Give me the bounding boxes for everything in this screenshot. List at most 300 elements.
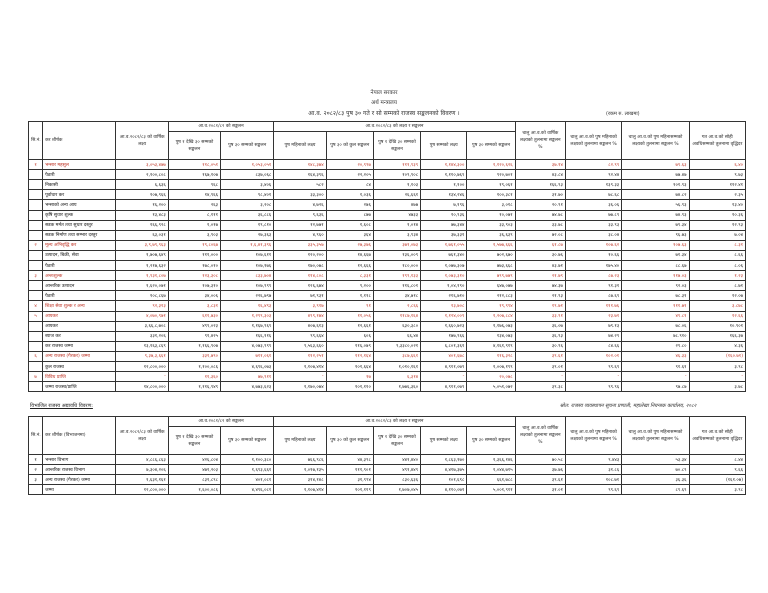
row-value: १,१२४,००९	[421, 311, 467, 321]
row-value: ४,८८६,८६३	[116, 455, 168, 465]
row-value: ९१.६१	[622, 361, 689, 371]
row-sn	[29, 230, 43, 240]
col-pct-month: चालु आ.व.को पुष महिनाको लक्ष्यको तुलनामा सङ्कलन %	[565, 122, 621, 160]
row-value: १०७,१७६	[221, 261, 274, 271]
row-value: १,६२०,०७१	[116, 281, 168, 291]
row-value: १०१,११०	[326, 382, 373, 392]
row-value: १६,४९३	[221, 301, 274, 311]
row-sn: १	[29, 455, 43, 465]
row-value: ३६.३६	[622, 475, 689, 485]
table-row	[29, 311, 746, 321]
row-value: १,७७६,३६०	[373, 382, 420, 392]
row-value: १२.६६	[689, 311, 745, 321]
row-value: ४३.७१	[515, 261, 565, 271]
col-annual-target: आ.व.२०८२/८३ को वार्षिक लक्ष्य	[116, 417, 168, 455]
row-sn: ४	[29, 301, 43, 311]
row-value: ११८७,१६४	[373, 311, 420, 321]
row-value: १,०४४,७१५	[467, 465, 515, 475]
row-sn	[29, 190, 43, 200]
row-value: १९,०६१	[467, 180, 515, 190]
col-group-cur: आ.व.२०८२/८३ को लक्ष्य र सङ्कलन	[274, 122, 515, 132]
row-title: पैठारी	[43, 170, 116, 180]
table-row	[29, 475, 746, 485]
row-value: २,१००,८०८	[116, 170, 168, 180]
row-value: १६६,११६	[221, 331, 274, 341]
row-value: ७९९,७७९	[467, 271, 515, 281]
table-row	[29, 301, 746, 311]
row-title: निकासी	[43, 180, 116, 190]
col-prev-upto: पुष ३० सम्मको सङ्कलन	[221, 427, 274, 455]
row-value: ४९.८१	[622, 311, 689, 321]
col-title: कर शीर्षक (विभाजनमा)	[43, 417, 116, 455]
row-title: उत्पादन, बिक्री, सेवा	[43, 250, 116, 260]
table-row	[29, 200, 746, 210]
revenue-table	[28, 121, 746, 392]
row-value: १६४,३९६	[274, 170, 326, 180]
row-value: १,६००,०८६	[168, 485, 220, 495]
row-sn: ३	[29, 475, 43, 485]
row-value: ३६.९३	[515, 331, 565, 341]
col-prev-upto: पुष ३० सम्मको सङ्कलन	[221, 132, 274, 160]
row-value: २१६,७१०	[421, 291, 467, 301]
row-value: १,१२०,६२६	[467, 160, 515, 170]
row-value: १,१००,३८०	[221, 455, 274, 465]
row-value: ९९.९६	[565, 382, 621, 392]
row-value: १३,७०८	[421, 301, 467, 311]
row-value: ७४.८२	[622, 190, 689, 200]
row-value: ८३३,७०४	[221, 271, 274, 281]
row-value: ७.०४	[689, 230, 745, 240]
col-group-prev: आ.व.२०८१/८२ को सङ्कलन	[168, 122, 274, 132]
row-value: ३८७,६६१	[373, 351, 420, 361]
row-value: ११२,१६४	[326, 351, 373, 361]
row-value: -	[515, 372, 565, 382]
row-title: आयकर	[43, 311, 116, 321]
col-annual-target: आ.व.२०८२/८३ को वार्षिक लक्ष्य	[116, 122, 168, 160]
row-value: १,१०३	[373, 180, 420, 190]
row-value: ३३,३००	[274, 190, 326, 200]
row-sn	[29, 361, 43, 371]
row-value: ४,०७०,९७१	[116, 311, 168, 321]
row-value: ३१,९९४	[326, 475, 373, 485]
row-value: ७४.९३	[622, 210, 689, 220]
table-row	[29, 465, 746, 475]
row-value: १०.३६	[689, 210, 745, 220]
row-value: ३.८७८	[689, 301, 745, 311]
row-value: ४९९,०२३	[168, 321, 220, 331]
col-cur-day: पुष ३० को कुल सङ्कलन	[326, 427, 373, 455]
row-value: १०७,३१०	[168, 281, 220, 291]
row-value: १,७०७,६४९	[116, 250, 168, 260]
table-row	[29, 271, 746, 281]
table-row	[29, 331, 746, 341]
row-value: ७,३०४,२०६	[116, 465, 168, 475]
row-value: -	[274, 372, 326, 382]
row-value: १११.७६	[565, 301, 621, 311]
col-pct-annual: चालु आ.व.को वार्षिक लक्ष्यको तुलनामा सङ्कलन %	[515, 122, 565, 160]
division-table	[28, 416, 746, 495]
col-sn: सि.नं.	[29, 417, 43, 455]
row-value: ३,९१७	[274, 301, 326, 311]
col-pct-month: चालु आ.व.को पुष महिनाको लक्ष्यको तुलनामा सङ्कलन %	[565, 417, 621, 455]
row-title: पैठारी	[43, 291, 116, 301]
table-row	[29, 382, 746, 392]
table-row	[29, 210, 746, 220]
row-title: आन्तरिक राजस्व विभाग	[43, 465, 116, 475]
row-value: १,००७,१९९	[467, 361, 515, 371]
row-value: १०,०७१	[467, 210, 515, 220]
row-value: ४.३६	[689, 341, 745, 351]
row-value: ३०.९६	[515, 341, 565, 351]
row-value: १,०१७,१३५	[274, 465, 326, 475]
row-value: २१२,८८३	[467, 291, 515, 301]
row-value: १२.९३	[689, 220, 745, 230]
row-value: ८४.६६	[565, 341, 621, 351]
row-sn: ७	[29, 372, 43, 382]
row-sn	[29, 210, 43, 220]
row-title: पैठारी	[43, 261, 116, 271]
row-value: ८.०६	[689, 261, 745, 271]
row-value: ४,९११,०७९	[421, 361, 467, 371]
row-value: ११६,८०१	[373, 281, 420, 291]
row-sn	[29, 261, 43, 271]
row-value: १,०१७	[168, 220, 220, 230]
row-value: १३४,०७३	[467, 331, 515, 341]
row-title: कुल राजस्व	[43, 361, 116, 371]
row-value: ४९१,४४९	[373, 465, 420, 475]
row-value: ११२,२५१	[274, 351, 326, 361]
row-value: ३,९३४	[373, 230, 420, 240]
row-value: ८.६६	[689, 250, 745, 260]
row-value: ९१	[326, 301, 373, 311]
unit-note: (रकम रु. लाखमा)	[606, 111, 640, 117]
col-cur-month-target: पुष महिनाको लक्ष्य	[274, 132, 326, 160]
row-value: ३३,९०३	[467, 220, 515, 230]
row-value: ३८.०४	[565, 230, 621, 240]
row-value: १,७६१,०५५	[421, 240, 467, 250]
row-title: सडक मर्मत तथा सुधार दस्तुर	[43, 220, 116, 230]
row-value: ८३१,८९८	[168, 475, 220, 485]
row-sn: १	[29, 160, 43, 170]
row-value: ९.६६	[689, 465, 745, 475]
row-value: ३४,००६	[168, 291, 220, 301]
row-value: ३६.०७	[515, 321, 565, 331]
row-value: ३९.०१	[515, 361, 565, 371]
row-value: ८४	[326, 180, 373, 190]
table-row	[29, 485, 746, 495]
col-cur-upto: पुष ३० सम्मको सङ्कलन	[467, 132, 515, 160]
row-value: ३,०५३,४७७	[116, 160, 168, 170]
row-value: १,१००,०८६	[168, 361, 220, 371]
row-sn: ५	[29, 311, 43, 321]
row-value: १४,९६६	[168, 190, 220, 200]
row-value: ९१.३१	[565, 281, 621, 291]
row-value: १२६,६७४	[274, 281, 326, 291]
table-row	[29, 240, 746, 250]
row-value: ३६,८८६	[221, 210, 274, 220]
row-value: १३४,२४६	[421, 190, 467, 200]
row-value: १७०,०७८	[274, 261, 326, 271]
row-value: ४,९६०	[274, 230, 326, 240]
row-title: सडक निर्माण तथा सम्भार दस्तुर	[43, 230, 116, 240]
row-value: ३०.७६	[515, 250, 565, 260]
row-value: ३६,६३९	[467, 230, 515, 240]
row-sn	[29, 331, 43, 341]
row-value: ३६४	[326, 230, 373, 240]
row-value: १०७,९९९	[221, 281, 274, 291]
row-value: २०.९१	[515, 200, 565, 210]
col-growth: गत आ.व.को सोही अवधिसम्मको तुलनामा वृद्धिदर	[689, 122, 745, 160]
row-value: १३६,००९	[373, 250, 420, 260]
row-value: ३९.३८	[515, 382, 565, 392]
row-value: २,८६६	[373, 301, 420, 311]
row-value: ४,७२६	[274, 200, 326, 210]
col-cur-month: पुष १ देखि ३० सम्मको सङ्कलन	[373, 427, 420, 455]
row-title: आन्तरिक उत्पादन	[43, 281, 116, 291]
row-value: २२,२०५	[326, 170, 373, 180]
row-value: ११६,३२८	[467, 351, 515, 361]
row-value: १७८,०१०	[168, 261, 220, 271]
row-value: १०.९०१	[689, 321, 745, 331]
row-value: १,०३६	[326, 190, 373, 200]
row-value: १,३६६,१४६	[467, 455, 515, 465]
row-value: ७४.२९	[565, 331, 621, 341]
row-value: ११७.०३	[622, 271, 689, 281]
row-value: ३७.१४	[515, 160, 565, 170]
row-value: १,०१४	[373, 220, 420, 230]
row-value: (१६१.०७)	[689, 475, 745, 485]
row-value: ३,०१८	[467, 200, 515, 210]
row-value: ८.७१	[689, 281, 745, 291]
table-row	[29, 160, 746, 170]
row-value: ३३५,३५७	[274, 240, 326, 250]
row-value: ९६.७३	[622, 230, 689, 240]
row-value: ८७.२३	[565, 271, 621, 281]
row-value: ८,३३१	[326, 271, 373, 281]
row-value: २३.७१	[565, 311, 621, 321]
row-value: ६,८०१,३६१	[421, 341, 467, 351]
row-value: १११,०००	[168, 250, 220, 260]
row-value: १०८.७१	[565, 475, 621, 485]
row-value: ४,९११,०७९	[421, 382, 467, 392]
table-row	[29, 261, 746, 271]
row-sn	[29, 250, 43, 260]
row-value: २९.८०	[622, 341, 689, 351]
row-value: ७९.३४	[622, 220, 689, 230]
row-value: ४७१,२०३	[168, 465, 220, 475]
row-value: ३,९,७९,९६३	[116, 240, 168, 250]
row-value: १२,७७१	[274, 220, 326, 230]
row-value: ७०.५८	[515, 455, 565, 465]
row-value: ४,११०,०७१	[421, 485, 467, 495]
row-value: ३६.०६	[565, 200, 621, 210]
row-sn: २	[29, 240, 43, 250]
row-value: ३,८३१	[168, 301, 220, 311]
table-row	[29, 281, 746, 291]
row-title: भन्सार विभाग	[43, 455, 116, 465]
row-value: १०१.९३	[622, 180, 689, 190]
row-value: १,०१०,१६१	[373, 361, 420, 371]
row-value: ९९.६९	[565, 485, 621, 495]
row-value: ८९.६९	[622, 485, 689, 495]
row-sn	[29, 341, 43, 351]
row-value: १०,९३६	[421, 210, 467, 220]
row-value: ४९९,१७४	[274, 311, 326, 321]
row-value: २१.७९	[515, 271, 565, 281]
col-cur-day: पुष ३० को कुल सङ्कलन	[326, 132, 373, 160]
row-title: ब्याज कर	[43, 331, 116, 341]
row-value: ११४,८०८	[274, 271, 326, 281]
row-value: १०२.०१	[565, 351, 621, 361]
row-value: ७,१९६	[421, 200, 467, 210]
row-value: १,६,४१,३९६	[221, 240, 274, 250]
row-value: ८३०,६३६	[373, 475, 420, 485]
row-value: ५,००१,९११	[467, 485, 515, 495]
row-title: भन्सार महसुल	[43, 160, 116, 170]
row-value: ५३.३४	[622, 455, 689, 465]
row-value: -	[421, 372, 467, 382]
row-value: ३३१,७९०	[168, 351, 220, 361]
row-value: ९९.६९	[565, 361, 621, 371]
row-value: ३१४,१४८	[274, 475, 326, 485]
row-value: ५८२	[274, 180, 326, 190]
row-sn	[29, 220, 43, 230]
row-value: १७	[326, 372, 373, 382]
row-value: १११,९३९	[373, 160, 420, 170]
row-value: ९२,३१३	[116, 301, 168, 311]
row-value: १,११६,९४९	[168, 382, 220, 392]
col-prev-month: पुष १ देखि ३० सम्मको सङ्कलन	[168, 427, 220, 455]
col-sn: सि.नं.	[29, 122, 43, 160]
row-sn	[29, 321, 43, 331]
row-value: ७१,९३१	[274, 291, 326, 301]
row-value: ७४.३७	[515, 281, 565, 291]
row-value: १११.७१	[622, 301, 689, 311]
row-value: ८.३१	[689, 240, 745, 250]
row-value: १,२९९,३०३	[221, 311, 274, 321]
row-value: २१.९३	[515, 291, 565, 301]
row-value: ३९.६१	[515, 475, 565, 485]
row-value: १४,८००,०००	[116, 382, 168, 392]
row-sn	[29, 180, 43, 190]
row-value: ८७७	[326, 210, 373, 220]
row-value: १,१७६,०७३	[467, 321, 515, 331]
row-value: ४२६,८०४	[168, 455, 220, 465]
row-value: १,१६७,९६९	[221, 321, 274, 331]
row-value: २६३	[168, 200, 220, 210]
row-value: -	[622, 372, 689, 382]
row-value: ९६८	[168, 180, 220, 190]
row-value: ६३,०३१	[116, 230, 168, 240]
row-value: ७४.७८	[515, 210, 565, 220]
row-value: १८०,०००	[373, 261, 420, 271]
col-pct-annual: चालु आ.व.को वार्षिक लक्ष्यको तुलनामा सङ्कलन %	[515, 417, 565, 455]
row-value: ७७.८९	[565, 210, 621, 220]
row-value: १३,४८३	[116, 210, 168, 220]
row-value: ७०२,६७०	[467, 250, 515, 260]
row-title: अन्य राजस्व (गैरकर) जम्मा	[43, 475, 116, 485]
row-value: २७६	[326, 200, 373, 210]
row-value: ३१.७०	[515, 190, 565, 200]
row-value: १.२३	[689, 271, 745, 281]
row-value: ३,६६,८,७०८	[116, 321, 168, 331]
row-value: १,६९३,६६१	[221, 465, 274, 475]
row-value: १,१०७,४१४	[274, 361, 326, 371]
row-value: ८७.६९	[565, 291, 621, 301]
row-value: १२,८००,०००	[116, 485, 168, 495]
row-value: ७८.६८	[565, 190, 621, 200]
row-value: ३३.९३	[565, 220, 621, 230]
row-value: ४७३३	[373, 210, 420, 220]
col-cur-target: पुष सम्मको लक्ष्य	[421, 132, 467, 160]
row-value: -	[565, 372, 621, 382]
row-value: १,०४,१९०	[421, 281, 467, 291]
row-value: १,२०७,८८४	[467, 311, 515, 321]
row-value: ९७.८७	[622, 382, 689, 392]
row-value: ८.४४	[689, 455, 745, 465]
row-value: २.३५	[689, 190, 745, 200]
row-value: १,७०७,०४५	[373, 485, 420, 495]
row-value: ७११,०६१	[221, 351, 274, 361]
row-value: १०७.६३	[622, 240, 689, 250]
row-value: ४६.३३	[622, 351, 689, 361]
table-row	[29, 455, 746, 465]
row-sn: ३	[29, 271, 43, 281]
row-value: ९.४४३	[565, 455, 621, 465]
col-pct-period: चालु आ.व.को पुष महिनासम्मको लक्ष्यको तुलनामा सङ्कलन %	[622, 122, 689, 160]
row-value: ४४१,४४०	[373, 455, 420, 465]
row-value: १०१,६६४	[326, 361, 373, 371]
row-value: १,१६६,९०७	[168, 341, 220, 351]
row-value: ४७७	[373, 200, 420, 210]
row-value: १०७.६२	[565, 240, 621, 250]
row-title: आयकर	[43, 321, 116, 331]
table-row	[29, 372, 746, 382]
row-value: १,११८	[326, 291, 373, 301]
row-value: १९,९९४	[467, 301, 515, 311]
row-value: ९,३७,३,६६१	[116, 351, 168, 361]
row-value: ३,२०८	[221, 200, 274, 210]
table-row	[29, 291, 746, 301]
row-value: ४३.८४	[515, 170, 565, 180]
row-value: १०१,११९	[326, 485, 373, 495]
row-value: १२,६६१	[326, 321, 373, 331]
row-value: ३,९०३	[168, 230, 220, 240]
row-value: ३.७८	[689, 382, 745, 392]
report-title: आ.व. २०८२/८३ पुष ३० गते र सो सम्मको राजस्व सङ्कलनको विवरण ।	[308, 110, 460, 117]
row-sn	[29, 291, 43, 301]
col-group-prev: आ.व.२०८१/८२ को सङ्कलन	[168, 417, 274, 427]
row-value: ७१.३४	[622, 250, 689, 260]
row-value: ७६६,९८६	[274, 455, 326, 465]
row-value: ३७,३३१	[421, 230, 467, 240]
row-title: अन्य राजस्व (गैरकर) जम्मा	[43, 351, 116, 361]
row-value: १,५७७,६६६	[467, 240, 515, 250]
row-value: २७,३७६	[326, 240, 373, 250]
row-value: १,१००	[421, 180, 467, 190]
row-value: १०७,९६६	[116, 190, 168, 200]
col-prev-month: पुष १ देखि ३० सम्मको सङ्कलन	[168, 132, 220, 160]
row-value: १००,३८१	[467, 190, 515, 200]
row-value: ११२.४१	[689, 180, 745, 190]
row-value: १,१७०,०७४	[274, 382, 326, 392]
row-value: १,६०८	[326, 220, 373, 230]
row-value: ३३.७८	[515, 220, 565, 230]
row-value: ७८.९१०	[622, 331, 689, 341]
row-sn	[29, 485, 43, 495]
row-value: ४,४९६,०८१	[221, 485, 274, 495]
row-value: १६६.३७	[689, 331, 745, 341]
